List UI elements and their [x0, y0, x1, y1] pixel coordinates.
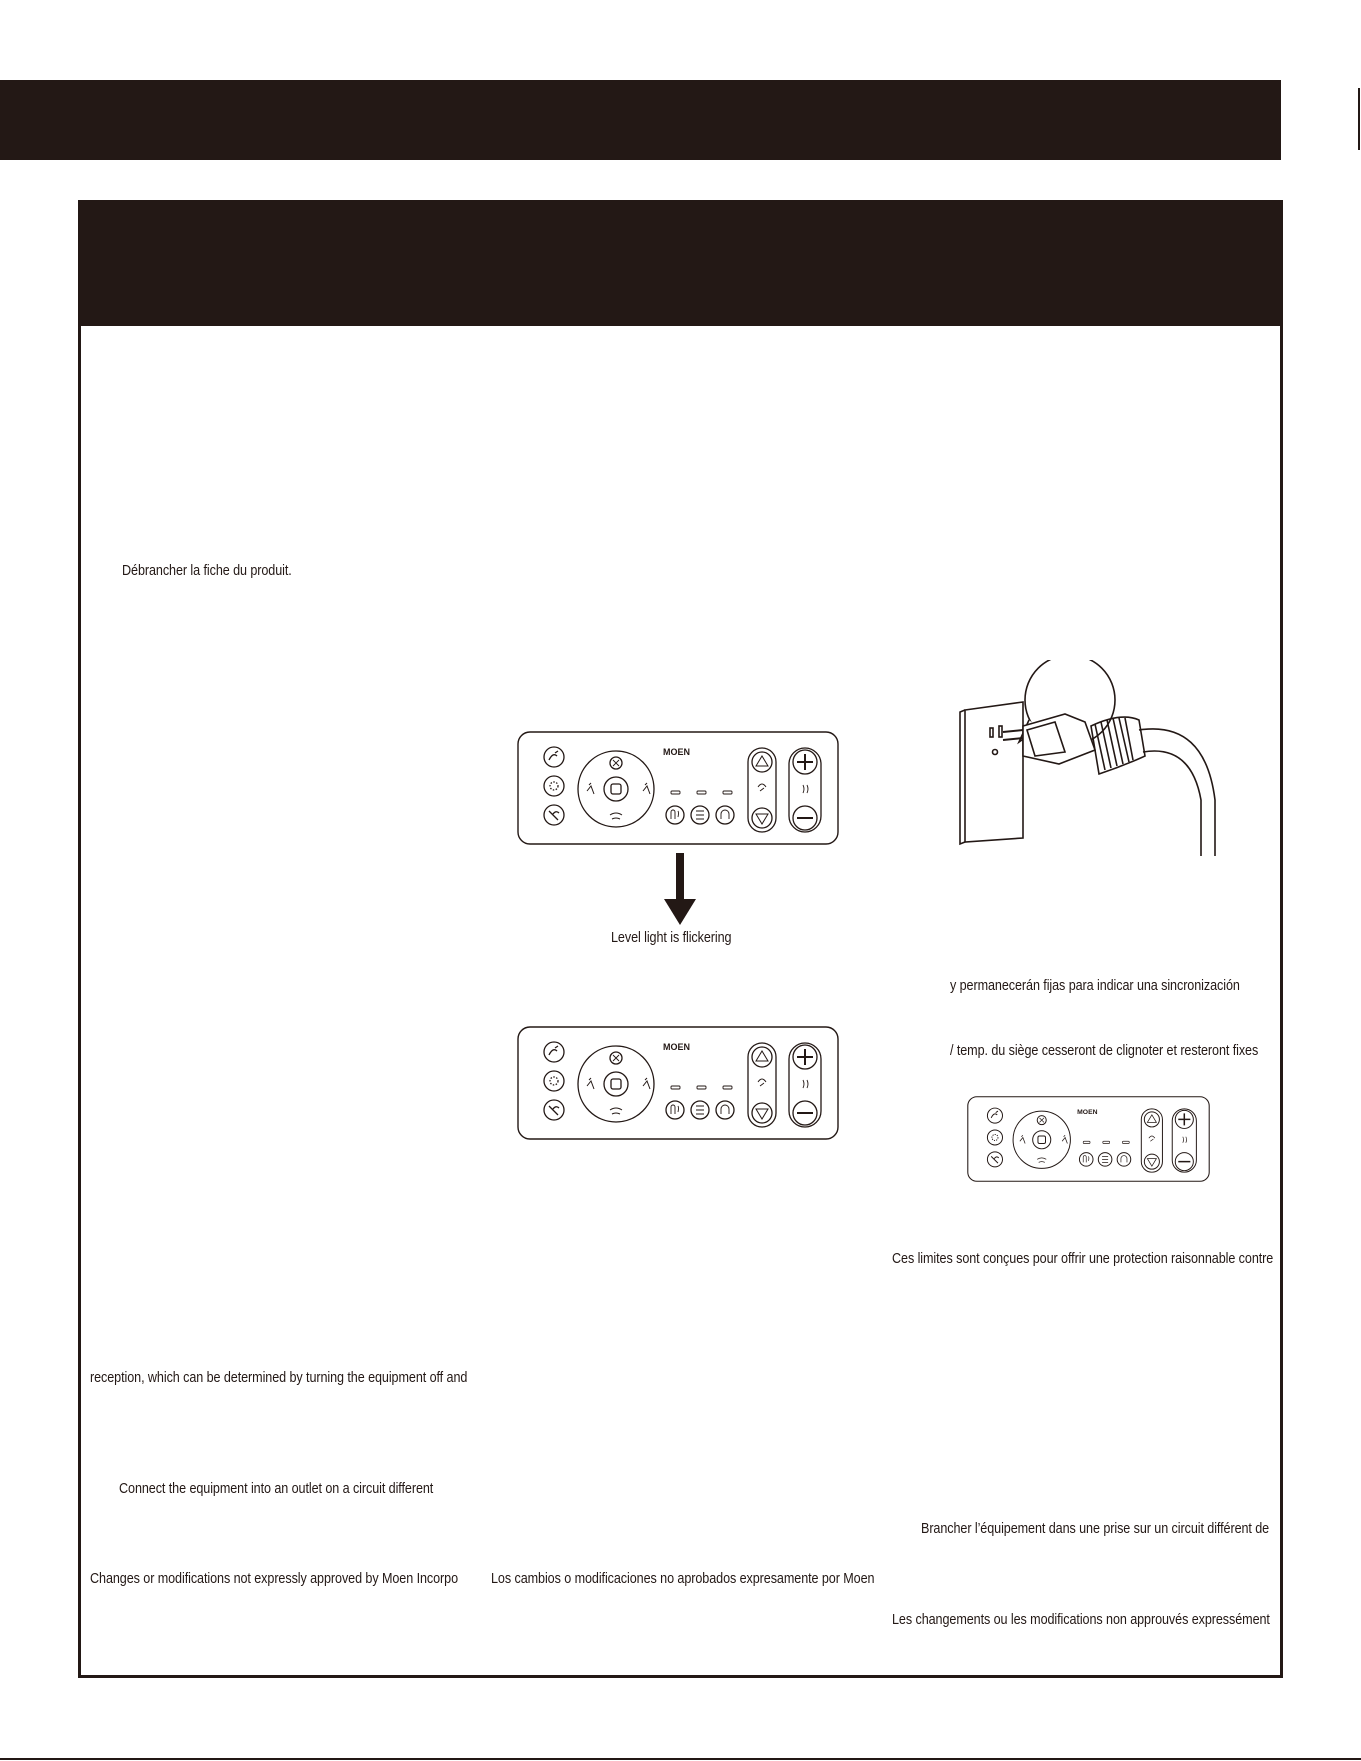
top-header-bar — [0, 80, 1281, 160]
bottom-rule — [0, 1758, 1361, 1760]
fr-unplug-text: Débrancher la fiche du produit. — [122, 562, 292, 579]
fr-changes-text: Les changements ou les modifications non approuvés expressément — [892, 1611, 1270, 1628]
level-light-caption: Level light is flickering — [611, 929, 732, 946]
en-reception-text: reception, which can be determined by turning the equipment off and — [90, 1369, 468, 1386]
remote-control-small — [967, 1096, 1210, 1182]
fr-connect-text: Brancher l’équipement dans une prise sur un circuit différent de — [921, 1520, 1270, 1537]
down-arrow-icon — [664, 853, 696, 925]
remote-brand-label: MOEN — [663, 1042, 690, 1052]
remote-control-top — [517, 731, 839, 845]
fr-sync-text: / temp. du siège cesseront de clignoter et resteront fixes — [950, 1042, 1259, 1059]
remote-control-bottom — [517, 1026, 839, 1140]
remote-brand-label: MOEN — [1077, 1109, 1098, 1117]
es-sync-text: y permanecerán fijas para indicar una sincronización — [950, 977, 1240, 994]
outlet-plug-illustration — [955, 660, 1225, 860]
fr-limits-text: Ces limites sont conçues pour offrir une protection raisonnable contre — [892, 1250, 1274, 1267]
en-connect-text: Connect the equipment into an outlet on a circuit different — [119, 1480, 434, 1497]
es-changes-text: Los cambios o modificaciones no aprobados expresamente por Moen — [491, 1570, 875, 1587]
right-edge-mark — [1358, 88, 1360, 150]
panel-header-bar — [78, 200, 1283, 326]
en-changes-text: Changes or modifications not expressly approved by Moen Incorpo — [90, 1570, 459, 1587]
remote-brand-label: MOEN — [663, 747, 690, 757]
